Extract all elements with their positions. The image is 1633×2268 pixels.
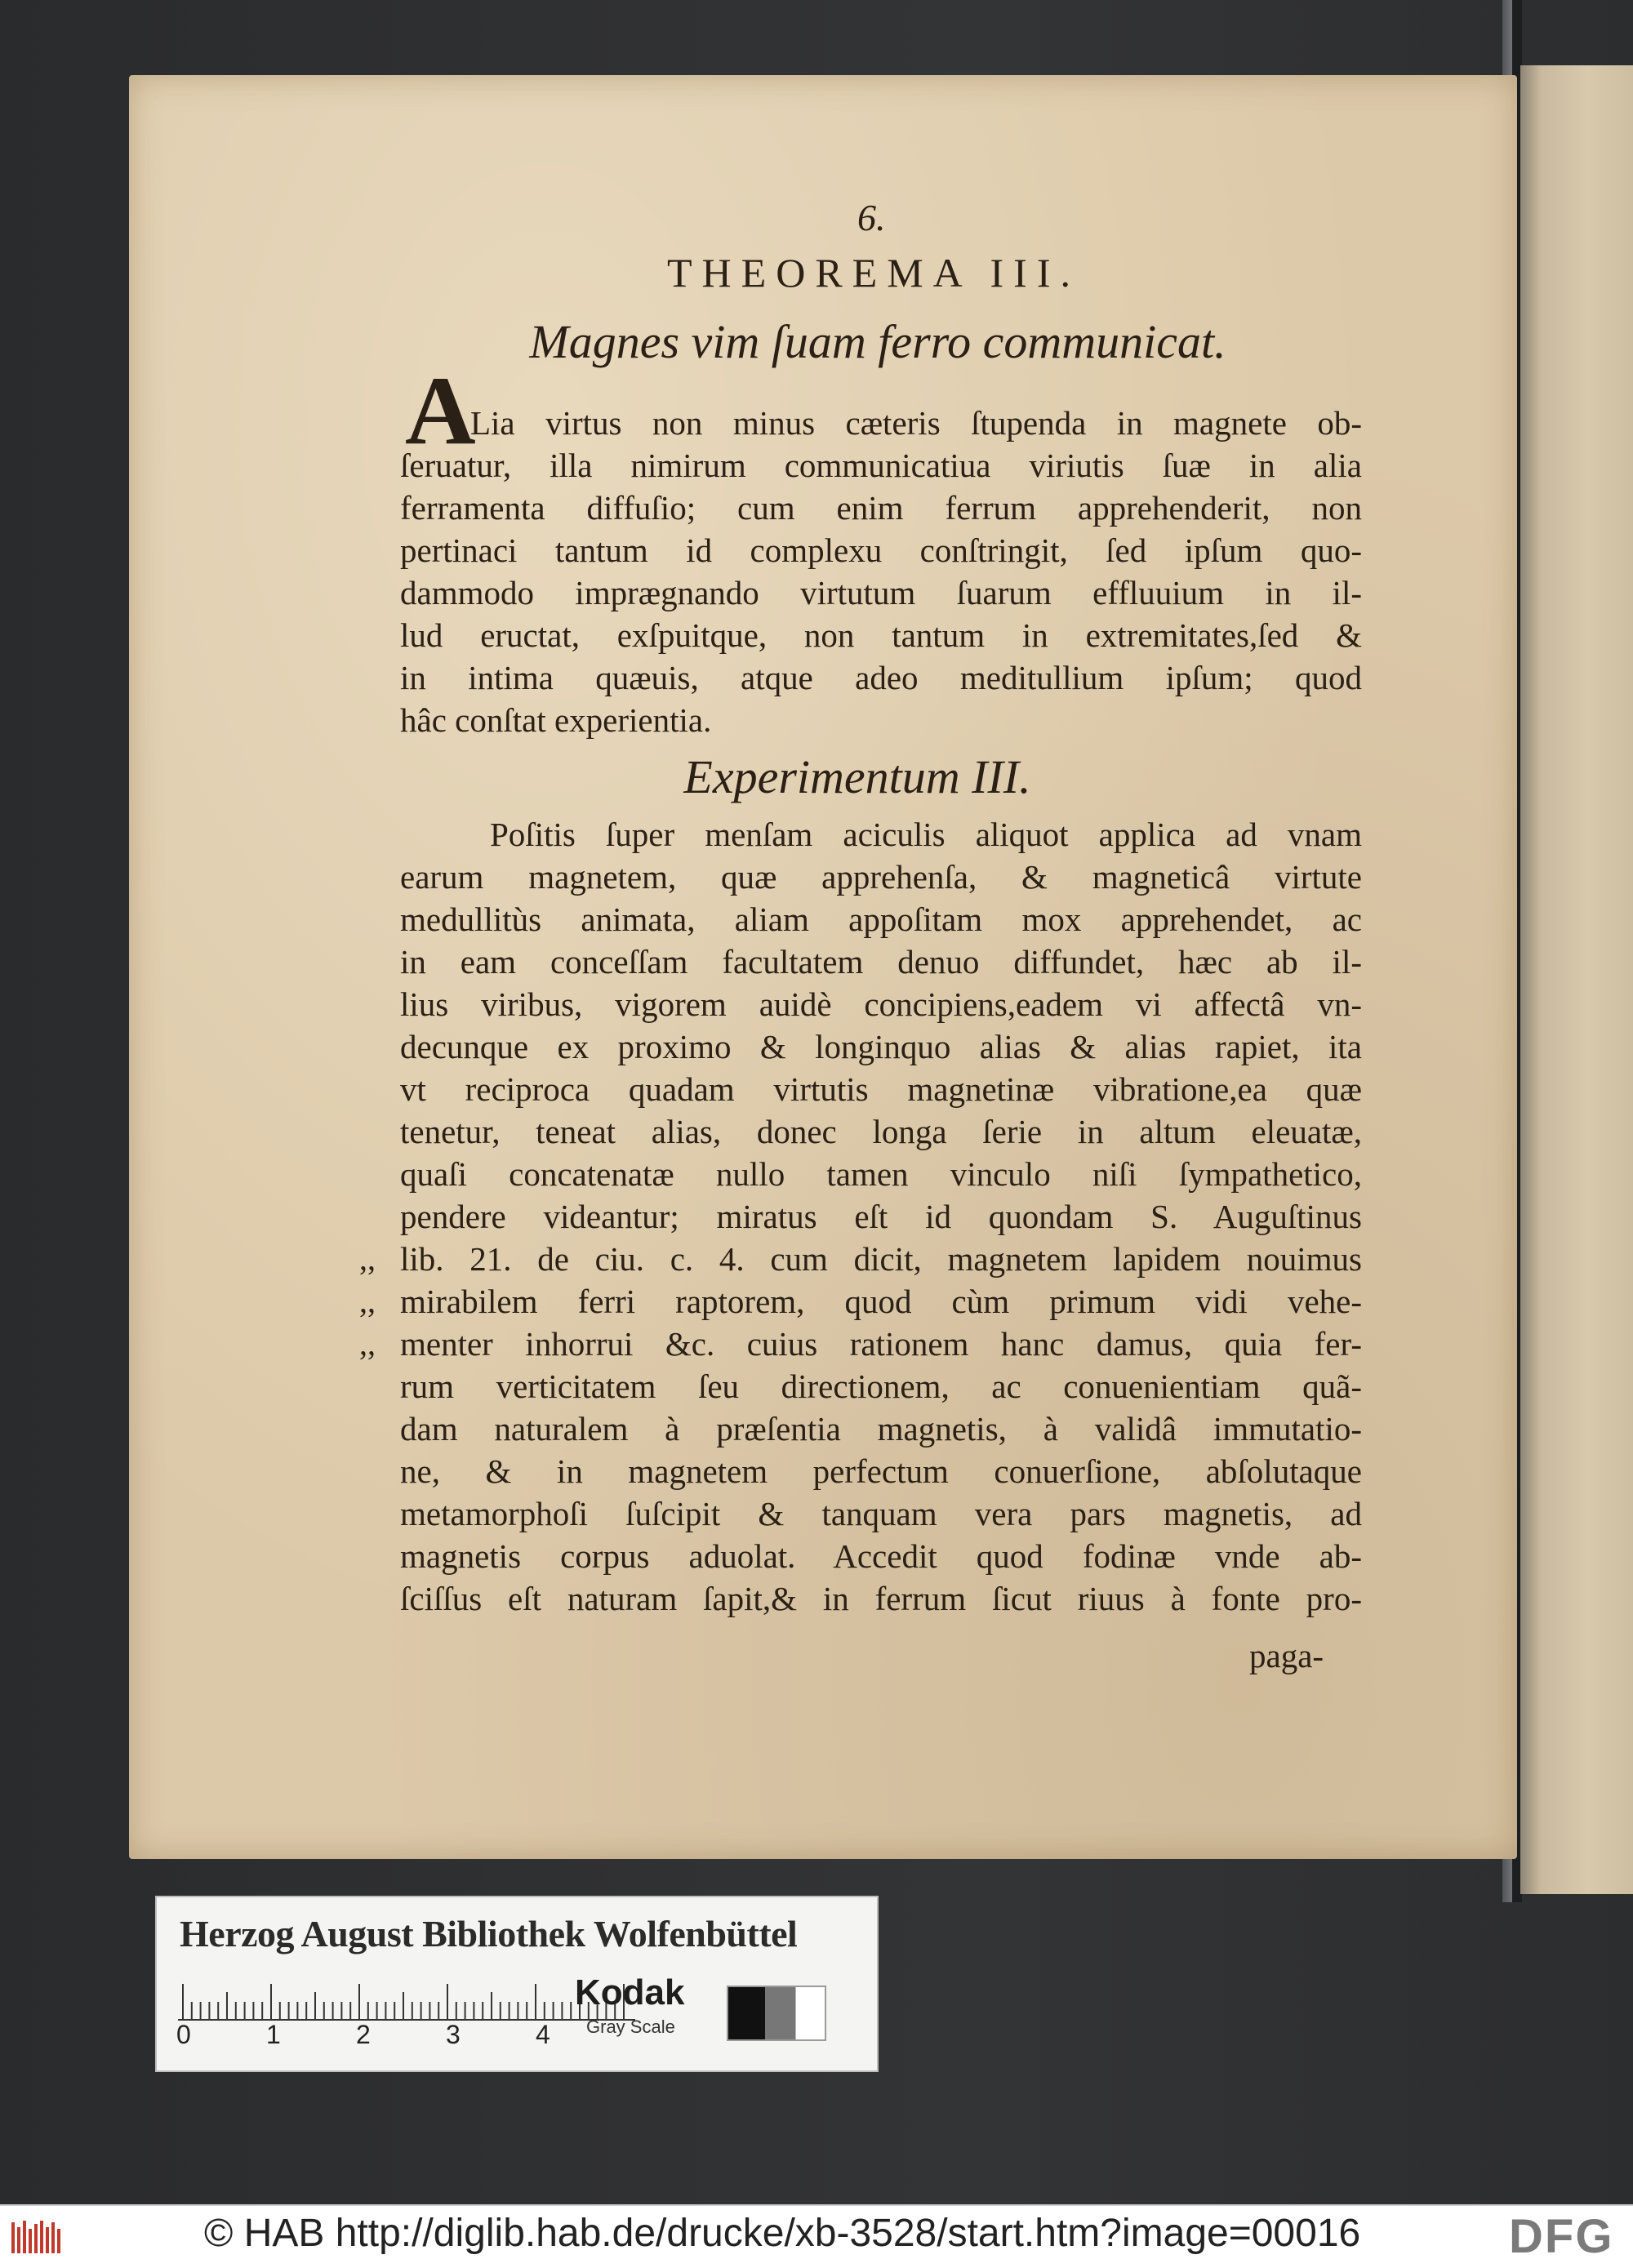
margin-quote-mark: ,, [359, 1325, 376, 1362]
paragraph-2 [400, 813, 1362, 1620]
text-line: in intima quæuis, atque adeo meditullium ipſum; quod [400, 659, 1362, 696]
text-line: ſciſſus eſt naturam ſapit,& in ferrum ſicut riuus à fonte pro- [400, 1580, 1362, 1617]
scale-ruler [178, 1979, 635, 2021]
library-color-card [155, 1896, 879, 2072]
page-number: 6. [857, 197, 886, 238]
ruler-number: 0 [176, 2020, 191, 2049]
text-line: magnetis corpus aduolat. Accedit quod fodinæ vnde ab- [400, 1537, 1362, 1575]
text-line: decunque ex proximo & longinquo alias & alias rapiet, ita [400, 1028, 1362, 1065]
hab-logo-icon [10, 2217, 67, 2258]
text-line: quaſi concatenatæ nullo tamen vinculo niſi ſympathetico, [400, 1155, 1362, 1193]
text-line: lud eructat, exſpuitque, non tantum in extremitates,ſed & [400, 616, 1362, 654]
ruler-number: 4 [536, 2020, 550, 2049]
text-line: tenetur, teneat alias, donec longa ſerie in altum eleuatæ, [400, 1113, 1362, 1150]
dfg-logo: DFG [1509, 2210, 1614, 2263]
text-line: medullitùs animata, aliam appoſitam mox apprehendet, ac [400, 901, 1362, 938]
text-line: pertinaci tantum id complexu conſtringit, ſed ipſum quo- [400, 531, 1362, 569]
footer-bar [0, 2204, 1633, 2268]
text-line: ne, & in magnetem perfectum conuerſione, abſolutaque [400, 1452, 1362, 1490]
text-line: pendere videantur; miratus eſt id quondam S. Auguſtinus [400, 1198, 1362, 1235]
gray-scale-patch [727, 1986, 826, 2041]
text-line: lius viribus, vigorem auidè concipiens,eadem vi affectâ vn- [400, 985, 1362, 1023]
kodak-logo: Kodak [575, 1972, 685, 2012]
text-line: metamorphoſi ſuſcipit & tanquam vera pars magnetis, ad [400, 1495, 1362, 1532]
ruler-number: 1 [266, 2020, 281, 2049]
ruler-number: 3 [446, 2020, 461, 2049]
text-line: ferramenta diffuſio; cum enim ferrum apprehenderit, non [400, 489, 1362, 527]
text-line: rum verticitatem ſeu directionem, ac conuenientiam quã- [400, 1367, 1362, 1405]
theorem-subheading: Magnes vim ſuam ferro communicat. [529, 315, 1226, 368]
ruler-number: 2 [356, 2020, 371, 2049]
text-line: dam naturalem à præſentia magnetis, à validâ immutatio- [400, 1410, 1362, 1448]
catchword: paga- [1249, 1637, 1324, 1674]
text-line: mirabilem ferri raptorem, quod cùm primum vidi vehe- [400, 1283, 1362, 1320]
text-line: Lia virtus non minus cæteris ſtupenda in magnete ob- [470, 404, 1362, 442]
gray-scale-label: Gray Scale [586, 2017, 675, 2037]
text-line: vt reciproca quadam virtutis magnetinæ vibratione,ea quæ [400, 1070, 1362, 1108]
text-line: lib. 21. de ciu. c. 4. cum dicit, magnetem lapidem nouimus [400, 1240, 1362, 1278]
margin-quote-mark: ,, [359, 1283, 376, 1319]
text-line: Poſitis ſuper menſam aciculis aliquot applica ad vnam [490, 816, 1362, 853]
theorem-heading: THEOREMA III. [667, 250, 1080, 296]
margin-quote-mark: ,, [359, 1240, 376, 1277]
paragraph-1 [400, 402, 1362, 741]
text-line: menter inhorrui &c. cuius rationem hanc damus, quia fer- [400, 1325, 1362, 1363]
experiment-heading: Experimentum III. [683, 750, 1031, 803]
library-name: Herzog August Bibliothek Wolfenbüttel [180, 1913, 798, 1954]
footer-url: © HAB http://diglib.hab.de/drucke/xb-3528/start.htm?image=00016 [204, 2212, 1361, 2255]
text-line: earum magnetem, quæ apprehenſa, & magneticâ virtute [400, 858, 1362, 896]
drop-capital: A [405, 356, 476, 465]
text-line: ſeruatur, illa nimirum communicatiua viriutis ſuæ in alia [400, 447, 1362, 484]
text-line: hâc conſtat experientia. [400, 701, 712, 739]
text-line: dammodo imprægnando virtutum ſuarum effluuium in il- [400, 574, 1362, 611]
text-line: in eam conceſſam facultatem denuo diffundet, hæc ab il- [400, 943, 1362, 981]
